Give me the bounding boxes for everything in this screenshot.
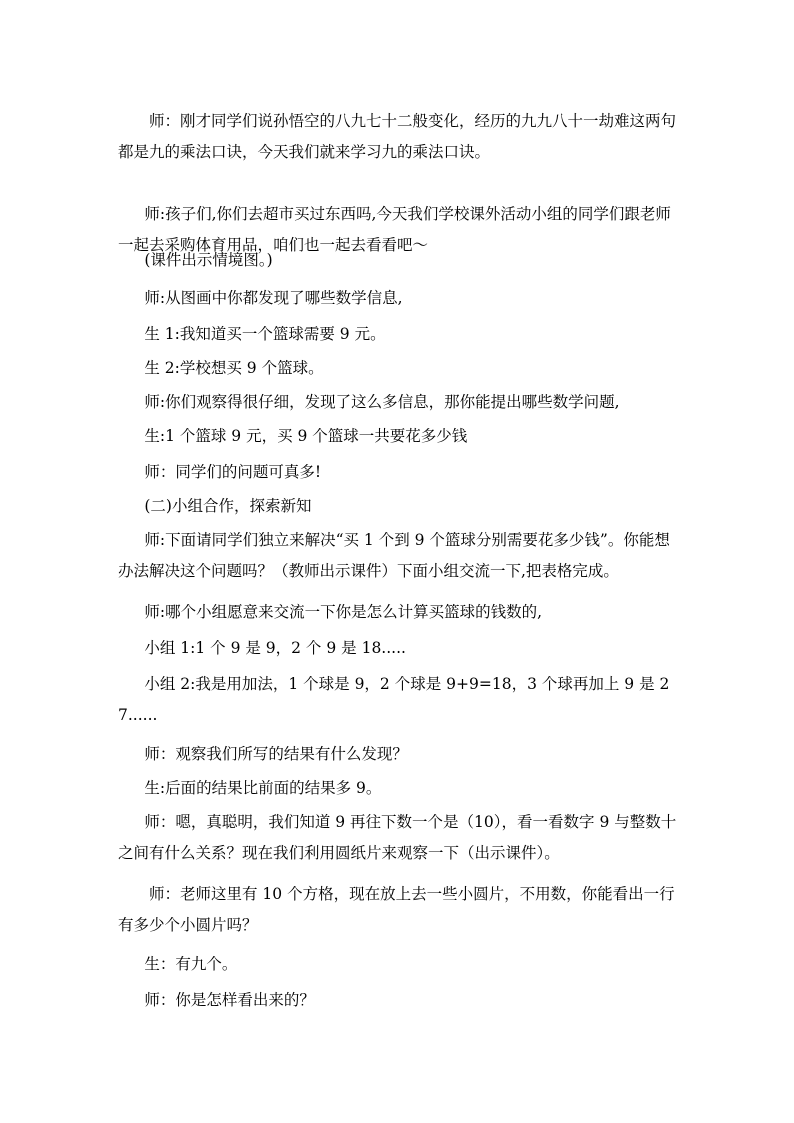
paragraph: 师:孩子们,你们去超市买过东西吗,今天我们学校课外活动小组的同学们跟老师一起去采购体育用品，咱们也一起去看看吧～ [118, 205, 671, 254]
paragraph: 师:你们观察得很仔细，发现了这么多信息，那你能提出哪些数学问题, [144, 393, 620, 411]
paragraph: 师：刚才同学们说孙悟空的八九七十二般变化，经历的九九八十一劫难这两句都是九的乘法口诀，今天我们就来学习九的乘法口诀。 [118, 112, 677, 161]
paragraph: 小组 2:我是用加法，1 个球是 9，2 个球是 9+9=18，3 个球再加上 9 是 27...... [118, 675, 670, 724]
paragraph: 师：老师这里有 10 个方格，现在放上去一些小圆片，不用数，你能看出一行有多少个小圆片吗？ [118, 885, 675, 934]
paragraph: (课件出示情境图。) [144, 251, 273, 269]
paragraph: 师：观察我们所写的结果有什么发现？ [144, 745, 408, 763]
paragraph: 师：同学们的问题可真多! [144, 463, 322, 481]
paragraph: 师:从图画中你都发现了哪些数学信息, [144, 289, 403, 307]
section-heading: (二)小组合作，探索新知 [144, 497, 312, 515]
paragraph: 师:下面请同学们独立来解决“买 1 个到 9 个篮球分别需要花多少钱”。你能想办法解决这个问题吗？（教师出示课件）下面小组交流一下,把表格完成。 [118, 531, 670, 580]
paragraph: 生 2:学校想买 9 个篮球。 [144, 359, 324, 377]
paragraph: 生 1:我知道买一个篮球需要 9 元。 [144, 325, 386, 343]
paragraph: 生:后面的结果比前面的结果多 9。 [144, 779, 382, 797]
paragraph: 师：嗯，真聪明，我们知道 9 再往下数一个是（10），看一看数字 9 与整数十之间有什么关系？现在我们利用圆纸片来观察一下（出示课件）。 [118, 813, 677, 862]
paragraph: 生：有九个。 [144, 955, 238, 973]
paragraph: 小组 1:1 个 9 是 9，2 个 9 是 18..... [144, 639, 406, 657]
paragraph: 师：你是怎样看出来的？ [144, 991, 315, 1009]
paragraph: 生:1 个篮球 9 元，买 9 个篮球一共要花多少钱 [144, 427, 468, 445]
paragraph: 师:哪个小组愿意来交流一下你是怎么计算买篮球的钱数的, [144, 603, 542, 621]
